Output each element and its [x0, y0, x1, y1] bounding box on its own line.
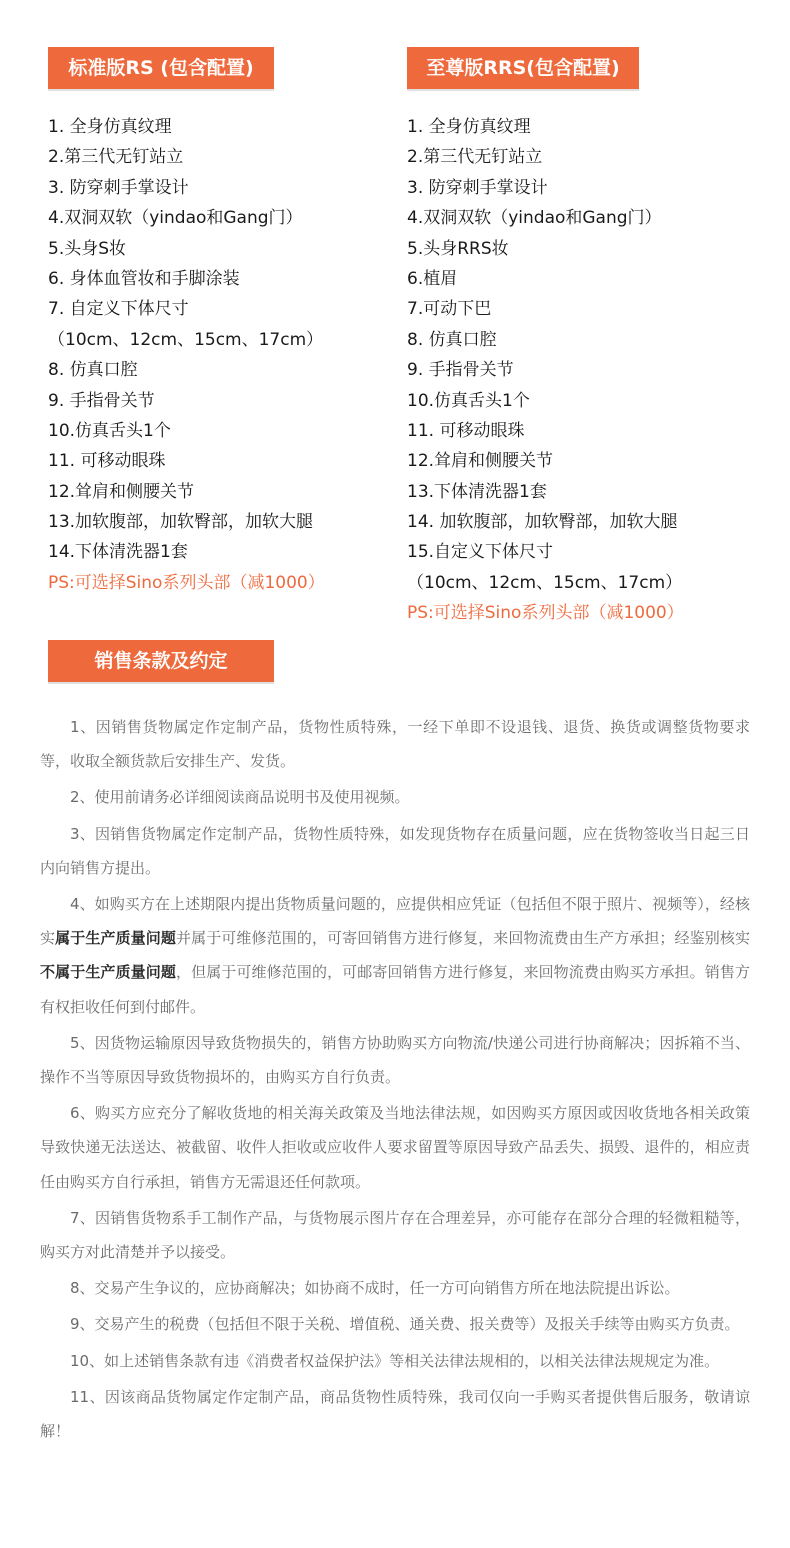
terms-emphasis: 不属于生产质量问题 — [40, 963, 176, 982]
list-item: 4.双洞双软（yindao和Gang门） — [48, 208, 303, 229]
terms-body — [40, 710, 750, 1450]
terms-paragraph-7: 7、因销售货物系手工制作产品，与货物展示图片存在合理差异，亦可能存在部分合理的轻微粗糙等，购买方对此清楚并予以接受。 — [40, 1208, 750, 1262]
list-item: 6.植眉 — [407, 268, 458, 289]
list-item: （10cm、12cm、15cm、17cm） — [48, 329, 324, 350]
list-item: 14. 加软腹部，加软臀部，加软大腿 — [407, 512, 678, 533]
list-item: （10cm、12cm、15cm、17cm） — [407, 572, 683, 593]
terms-paragraph-9: 9、交易产生的税费（包括但不限于关税、增值税、通关费、报关费等）及报关手续等由购买方负责。 — [70, 1315, 740, 1334]
list-item: 5.头身RRS妆 — [407, 238, 509, 259]
list-item: 13.加软腹部，加软臀部，加软大腿 — [48, 512, 314, 533]
terms-paragraph-8: 8、交易产生争议的，应协商解决；如协商不成时，任一方可向销售方所在地法院提出诉讼。 — [70, 1279, 680, 1298]
list-item: 9. 手指骨关节 — [407, 360, 514, 381]
terms-text: ，但属于可维修范围的，可邮寄回销售方进行修复，来回物流费由购买方承担。销售方有权拒收任何到付邮件。 — [40, 963, 750, 1016]
list-item: 14.下体清洗器1套 — [48, 542, 188, 563]
terms-section-title: 销售条款及约定 — [48, 640, 274, 682]
list-item: 2.第三代无钉站立 — [407, 147, 543, 168]
list-item: 12.耸肩和侧腰关节 — [407, 451, 554, 472]
list-item: 8. 仿真口腔 — [407, 329, 497, 350]
list-item: 7.可动下巴 — [407, 299, 492, 320]
terms-paragraph-1: 1、因销售货物属定作定制产品，货物性质特殊，一经下单即不设退钱、退货、换货或调整货物要求等，收取全额货款后安排生产、发货。 — [40, 718, 750, 771]
rrs-section-title: 至尊版RRS(包含配置) — [407, 47, 639, 89]
rs-section-title: 标准版RS (包含配置) — [48, 47, 274, 89]
list-item: 1. 全身仿真纹理 — [48, 117, 172, 137]
terms-paragraph-6: 6、购买方应充分了解收货地的相关海关政策及当地法律法规，如因购买方原因或因收货地各相关政策导致快递无法送达、被截留、收件人拒收或应收件人要求留置等原因导致产品丢失、损毁、退件的，相应责任由购买方自行承担，销售方无需退还任何款项。 — [40, 1104, 750, 1191]
terms-emphasis: 属于生产质量问题 — [55, 929, 176, 948]
list-item: 11. 可移动眼珠 — [407, 420, 525, 441]
terms-text: 并属于可维修范围的，可寄回销售方进行修复，来回物流费由生产方承担；经鉴别核实 — [175, 929, 750, 948]
list-item: 3. 防穿刺手掌设计 — [407, 177, 548, 198]
terms-paragraph-11: 11、因该商品货物属定作定制产品，商品货物性质特殊，我司仅向一手购买者提供售后服务，敬请谅解！ — [40, 1387, 750, 1441]
list-item: 9. 手指骨关节 — [48, 390, 155, 411]
list-item: 1. 全身仿真纹理 — [407, 117, 531, 137]
terms-paragraph-4 — [40, 887, 750, 1024]
list-item: 2.第三代无钉站立 — [48, 147, 184, 168]
terms-paragraph-5: 5、因货物运输原因导致货物损失的，销售方协助购买方向物流/快递公司进行协商解决；因拆箱不当、操作不当等原因导致货物损坏的，由购买方自行负责。 — [40, 1033, 750, 1087]
rs-ps-note: PS:可选择Sino系列头部（减1000） — [48, 572, 325, 593]
list-item: 10.仿真舌头1个 — [407, 390, 530, 411]
list-item: 7. 自定义下体尺寸 — [48, 299, 189, 320]
list-item: 3. 防穿刺手掌设计 — [48, 177, 189, 198]
terms-text: 4、如购买方在上述期限内提出货物质量问题的，应提供相应凭证（包括但不限于照片、视频等），经核实 — [40, 895, 750, 948]
list-item: 11. 可移动眼珠 — [48, 451, 166, 472]
list-item: 10.仿真舌头1个 — [48, 420, 171, 441]
list-item: 4.双洞双软（yindao和Gang门） — [407, 208, 662, 229]
list-item: 15.自定义下体尺寸 — [407, 542, 554, 563]
rrs-ps-note: PS:可选择Sino系列头部（减1000） — [407, 603, 684, 624]
list-item: 6. 身体血管妆和手脚涂装 — [48, 268, 240, 289]
rs-feature-list — [48, 112, 388, 598]
list-item: 12.耸肩和侧腰关节 — [48, 481, 195, 502]
terms-paragraph-3: 3、因销售货物属定作定制产品，货物性质特殊，如发现货物存在质量问题，应在货物签收当日起三日内向销售方提出。 — [40, 824, 750, 877]
terms-paragraph-10: 10、如上述销售条款有违《消费者权益保护法》等相关法律法规相的，以相关法律法规规定为准。 — [70, 1351, 720, 1370]
list-item: 5.头身S妆 — [48, 238, 127, 259]
list-item: 8. 仿真口腔 — [48, 360, 138, 381]
rrs-feature-list — [407, 112, 767, 629]
terms-paragraph-2: 2、使用前请务必详细阅读商品说明书及使用视频。 — [70, 788, 410, 807]
list-item: 13.下体清洗器1套 — [407, 481, 547, 502]
